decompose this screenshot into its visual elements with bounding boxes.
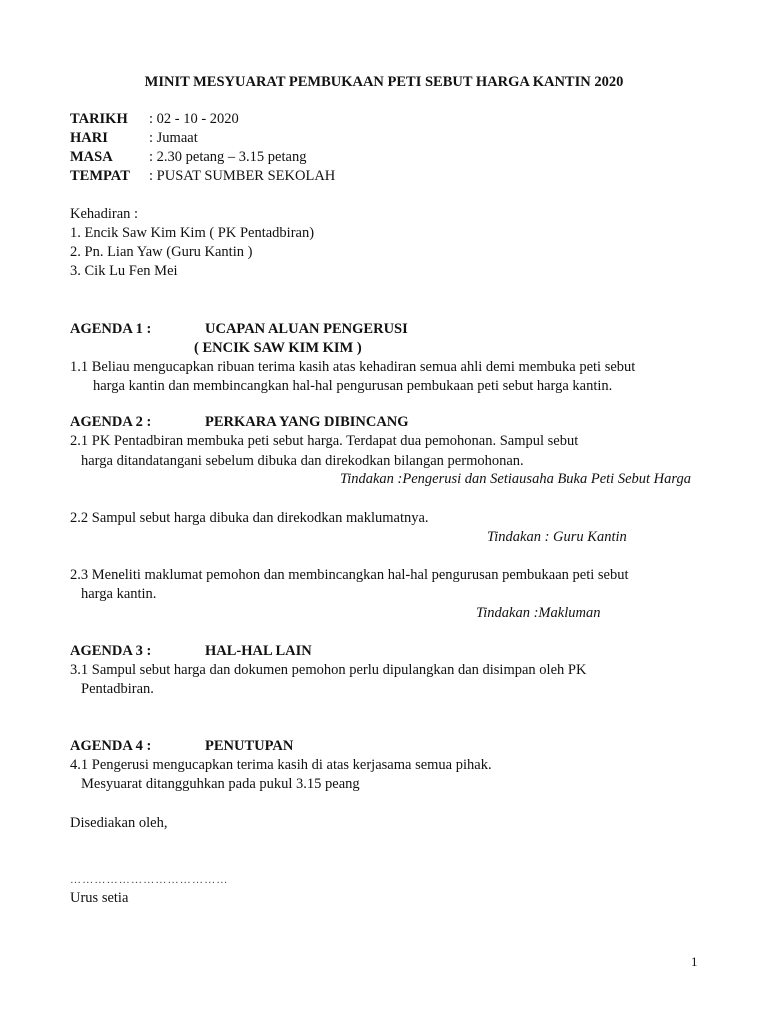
agenda-4-label: AGENDA 4 : <box>70 738 152 754</box>
agenda-2-item-2-line: 2.2 Sampul sebut harga dibuka dan direkodkan maklumatnya. <box>70 510 429 526</box>
agenda-2-label: AGENDA 2 : <box>70 414 152 430</box>
detail-label-date: TARIKH <box>70 111 128 127</box>
prepared-by-label: Disediakan oleh, <box>70 815 168 831</box>
detail-value-place: : PUSAT SUMBER SEKOLAH <box>149 168 336 184</box>
agenda-2-title: PERKARA YANG DIBINCANG <box>205 414 409 430</box>
document-title: MINIT MESYUARAT PEMBUKAAN PETI SEBUT HARGA KANTIN 2020 <box>144 74 624 90</box>
agenda-1-subtitle: ( ENCIK SAW KIM KIM ) <box>194 340 362 356</box>
agenda-1-label: AGENDA 1 : <box>70 321 152 337</box>
agenda-1-title: UCAPAN ALUAN PENGERUSI <box>205 321 408 337</box>
agenda-2-item-1-action: Tindakan :Pengerusi dan Setiausaha Buka Peti Sebut Harga <box>339 471 691 487</box>
agenda-3-label: AGENDA 3 : <box>70 643 152 659</box>
agenda-2-item-3-line: 2.3 Meneliti maklumat pemohon dan membincangkan hal-hal pengurusan pembukaan peti sebut <box>70 567 629 583</box>
agenda-3-line: Pentadbiran. <box>81 681 154 697</box>
attendee-item: 2. Pn. Lian Yaw (Guru Kantin ) <box>70 244 253 260</box>
detail-value-day: : Jumaat <box>149 130 198 146</box>
attendance-heading: Kehadiran : <box>70 206 139 222</box>
detail-label-day: HARI <box>70 130 108 146</box>
agenda-2-item-2-action: Tindakan : Guru Kantin <box>487 529 627 545</box>
detail-value-time: : 2.30 petang – 3.15 petang <box>149 149 307 165</box>
agenda-4-title: PENUTUPAN <box>205 738 294 754</box>
agenda-2-item-1-line: harga ditandatangani sebelum dibuka dan direkodkan bilangan permohonan. <box>81 453 524 469</box>
agenda-1-line: 1.1 Beliau mengucapkan ribuan terima kasih atas kehadiran semua ahli demi membuka peti sebut <box>70 359 636 375</box>
agenda-2-item-1-line: 2.1 PK Pentadbiran membuka peti sebut harga. Terdapat dua pemohonan. Sampul sebut <box>70 433 579 449</box>
detail-label-place: TEMPAT <box>70 168 130 184</box>
signature-line: ………………………………… <box>70 874 229 886</box>
agenda-1-line: harga kantin dan membincangkan hal-hal pengurusan pembukaan peti sebut harga kantin. <box>93 378 613 394</box>
agenda-2-item-3-action: Tindakan :Makluman <box>476 605 601 621</box>
secretary-role: Urus setia <box>70 890 129 906</box>
detail-value-date: : 02 - 10 - 2020 <box>149 111 239 127</box>
page-number: 1 <box>691 954 698 969</box>
agenda-4-line: 4.1 Pengerusi mengucapkan terima kasih di atas kerjasama semua pihak. <box>70 757 492 773</box>
agenda-3-line: 3.1 Sampul sebut harga dan dokumen pemohon perlu dipulangkan dan disimpan oleh PK <box>70 662 587 678</box>
agenda-2-item-3-line: harga kantin. <box>81 586 157 602</box>
agenda-3-title: HAL-HAL LAIN <box>205 643 312 659</box>
attendee-item: 1. Encik Saw Kim Kim ( PK Pentadbiran) <box>70 225 315 241</box>
agenda-4-line: Mesyuarat ditangguhkan pada pukul 3.15 peang <box>81 776 360 792</box>
attendee-item: 3. Cik Lu Fen Mei <box>70 263 178 279</box>
detail-label-time: MASA <box>70 149 113 165</box>
